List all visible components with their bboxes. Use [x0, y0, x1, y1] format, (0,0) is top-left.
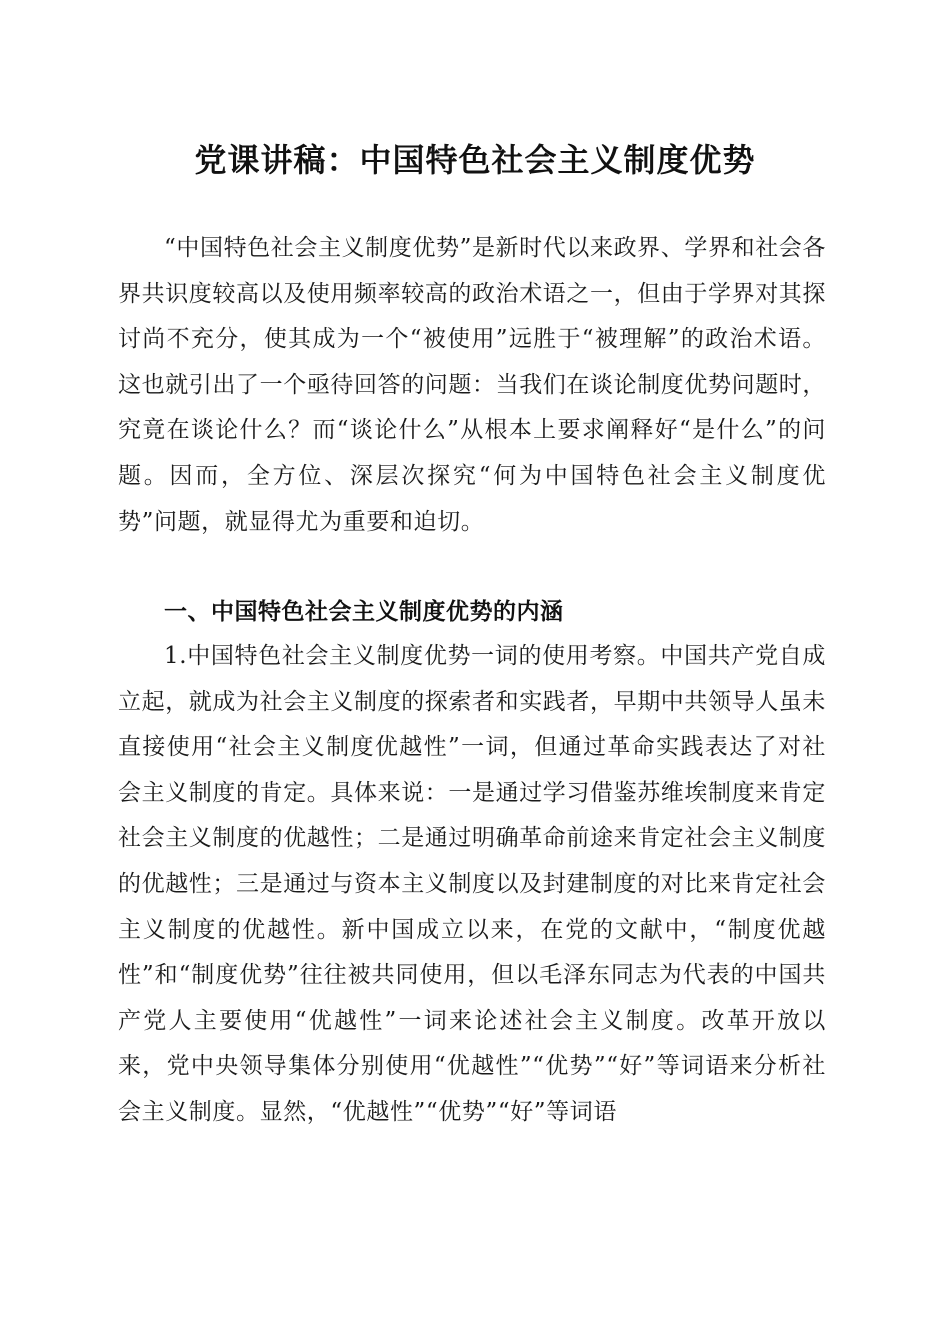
- section-heading: 一、中国特色社会主义制度优势的内涵: [164, 599, 564, 625]
- section-paragraph: 1.中国特色社会主义制度优势一词的使用考察。中国共产党自成立起，就成为社会主义制度的探索者和实践者，早期中共领导人虽未直接使用“社会主义制度优越性”一词，但通过革命实践表达了对社会主义制度的肯定。具体来说：一是通过学习借鉴苏维埃制度来肯定社会主义制度的优越性；二是通过明确革命前途来肯定社会主义制度的优越性；三是通过与资本主义制度以及封建制度的对比来肯定社会主义制度的优越性。新中国成立以来，在党的文献中，“制度优越性”和“制度优势”往往被共同使用，但以毛泽东同志为代表的中国共产党人主要使用“优越性”一词来论述社会主义制度。改革开放以来，党中央领导集体分别使用“优越性”“优势”“好”等词语来分析社会主义制度。显然，“优越性”“优势”“好”等词语: [118, 643, 826, 1125]
- intro-paragraph: “中国特色社会主义制度优势”是新时代以来政界、学界和社会各界共识度较高以及使用频率较高的政治术语之一，但由于学界对其探讨尚不充分，使其成为一个“被使用”远胜于“被理解”的政治术语。这也就引出了一个亟待回答的问题：当我们在谈论制度优势问题时，究竟在谈论什么？而“谈论什么”从根本上要求阐释好“是什么”的问题。因而，全方位、深层次探究“何为中国特色社会主义制度优势”问题，就显得尤为重要和迫切。: [118, 235, 826, 535]
- document-title: 党课讲稿：中国特色社会主义制度优势: [194, 141, 756, 179]
